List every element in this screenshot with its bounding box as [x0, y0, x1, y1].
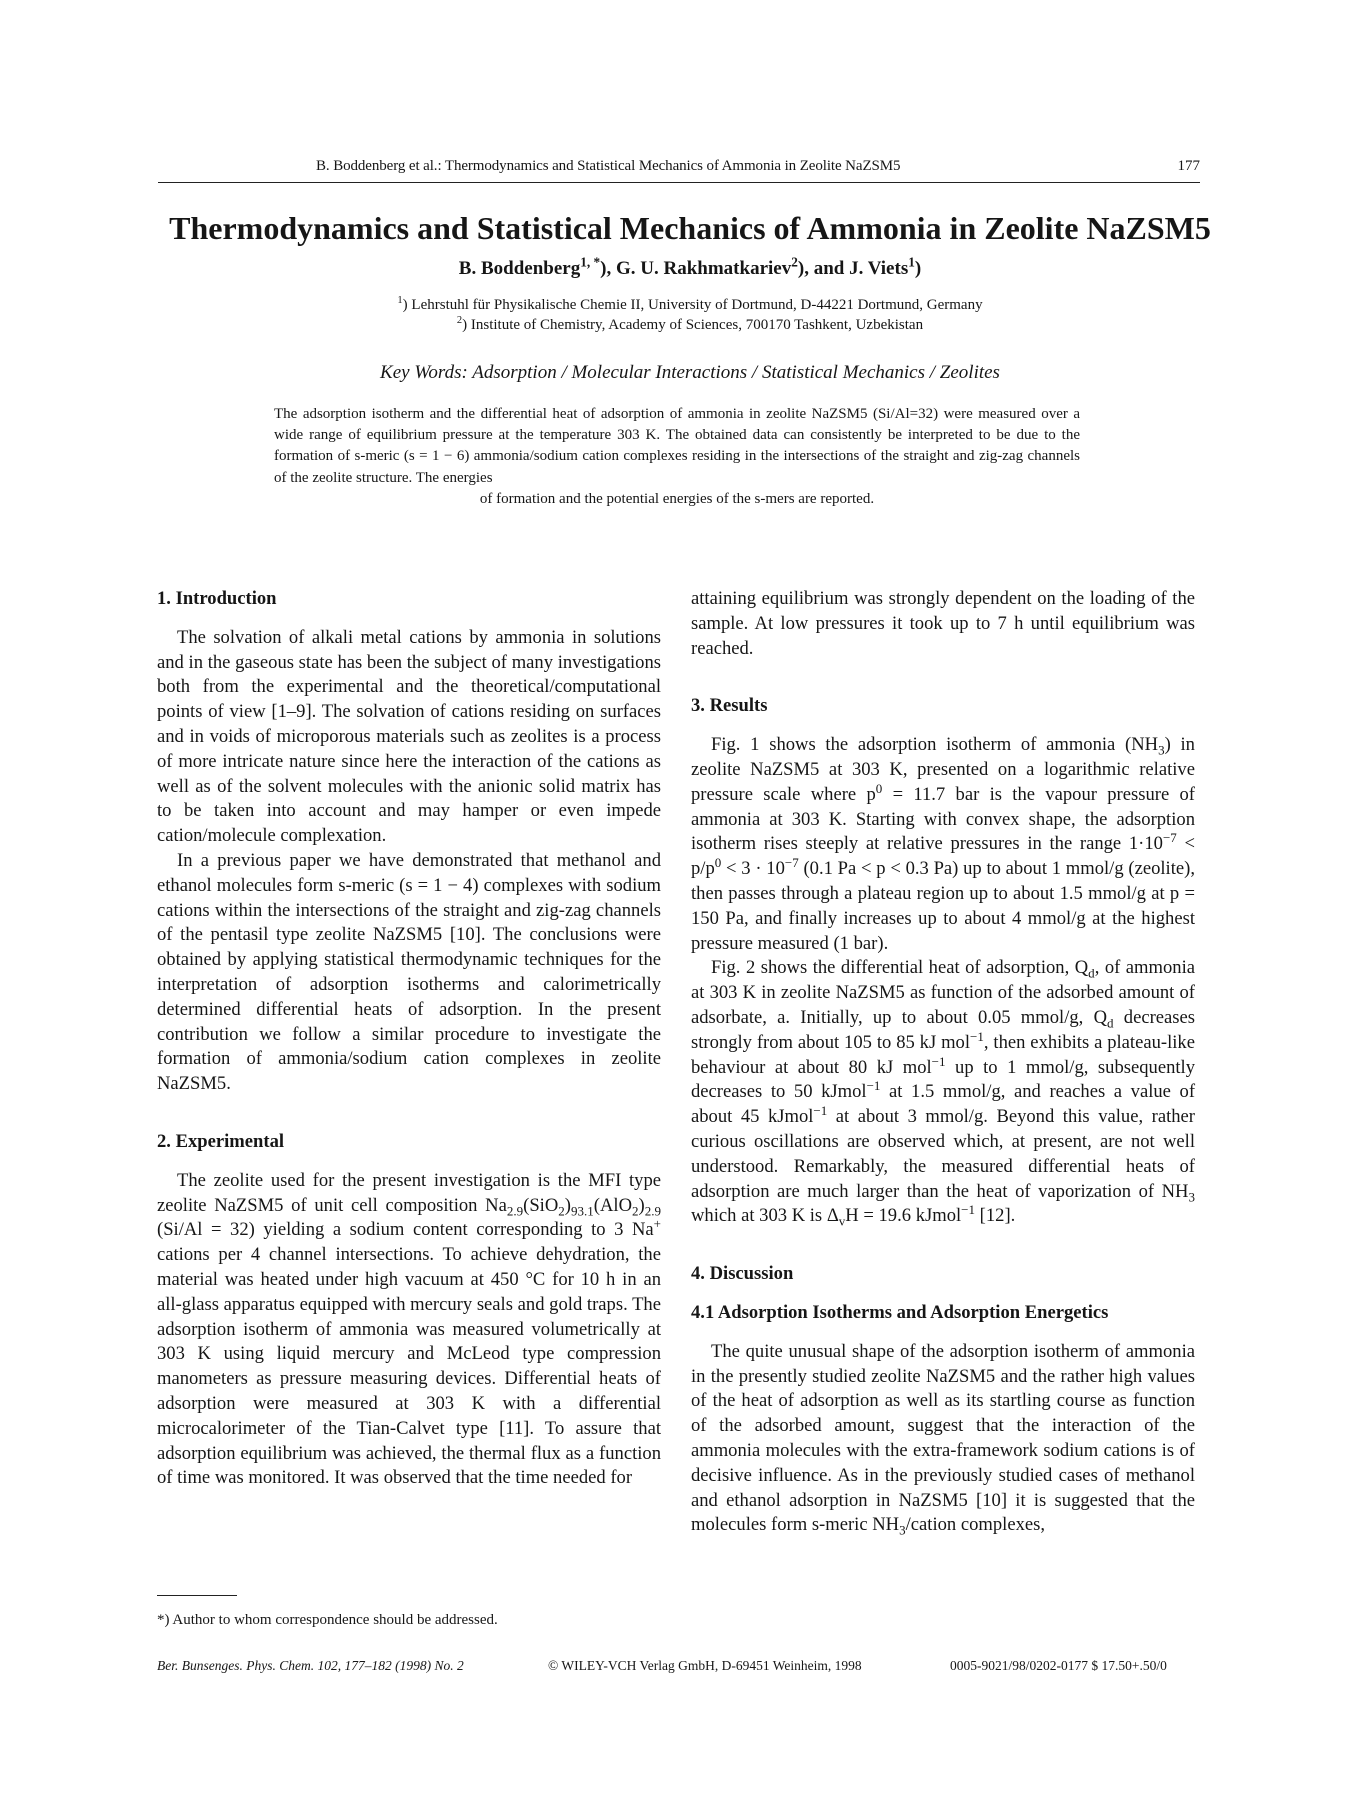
- paper-title: Thermodynamics and Statistical Mechanics of Ammonia in Zeolite NaZSM5: [169, 210, 1211, 246]
- author-sep-1: ,: [606, 258, 616, 279]
- right-column: [691, 587, 1195, 1538]
- keywords: Key Words: Adsorption / Molecular Interactions / Statistical Mechanics / Zeolites: [380, 362, 1000, 383]
- footnote: *) Author to whom correspondence should be addressed.: [157, 1612, 498, 1628]
- intro-paragraph-2: In a previous paper we have demonstrated that methanol and ethanol molecules form s-meric (s = 1 − 4) complexes with sodium cations within the intersections of the straight and zig-zag channels of the pentasil type zeolite NaZSM5 [10]. The conclusions were obtained by applying statistical thermodynamic techniques for the interpretation of adsorption isotherms and calorimetrically determined differential heats of adsorption. In the present contribution we follow a similar procedure to investigate the formation of ammonia/sodium cation complexes in zeolite NaZSM5.: [157, 849, 661, 1095]
- author-1: B. Boddenberg: [458, 258, 581, 279]
- running-title: B. Boddenberg et al.: Thermodynamics and Statistical Mechanics of Ammonia in Zeolite NaZSM5: [316, 158, 901, 174]
- author-1-affil: 1, *: [580, 254, 601, 270]
- footer-code: 0005-9021/98/0202-0177 $ 17.50+.50/0: [950, 1658, 1167, 1673]
- abstract: [274, 404, 1080, 510]
- author-sep-2: , and: [804, 258, 850, 279]
- author-2: G. U. Rakhmatkariev: [616, 258, 792, 279]
- footer-publisher: © WILEY-VCH Verlag GmbH, D-69451 Weinheim, 1998: [548, 1658, 862, 1673]
- affiliation-2-text: Institute of Chemistry, Academy of Sciences, 700170 Tashkent, Uzbekistan: [470, 317, 924, 333]
- section-heading-experimental: 2. Experimental: [157, 1130, 285, 1152]
- section-heading-results: 3. Results: [691, 695, 768, 717]
- affiliation-1-text: Lehrstuhl für Physikalische Chemie II, University of Dortmund, D-44221 Dortmund, Germany: [411, 297, 983, 313]
- author-2-affil: 2: [791, 254, 798, 270]
- running-header: [0, 158, 1350, 182]
- abstract-last-line: of formation and the potential energies of the s-mers are reported.: [479, 490, 875, 507]
- results-paragraph-1: Fig. 1 shows the adsorption isotherm of ammonia $(NH_3)$ in zeolite NaZSM5 at 303 K, presented on a logarithmic relative pressure scale where $p^0 = 11.7$ bar is the vapour pressure of ammonia at 303 K. Starting with convex shape, the adsorption isotherm rises steeply at relative pressures in the range $1\cdot 10^{-7} < p/p^0 < 3 \cdot 10^{-7}$ (0.1 Pa < p < 0.3 Pa) up to about 1 mmol/g (zeolite), then passes through a plateau region up to about 1.5 mmol/g at p = 150 Pa, and finally increases up to about 4 mmol/g at the highest pressure measured (1 bar).: [691, 734, 1196, 954]
- author-list: B. Boddenberg$^{1, *}$), G. U. Rakhmatkariev$^2$), and J. Viets$^1$): [458, 254, 922, 279]
- author-3: J. Viets: [849, 258, 909, 279]
- footer-journal: Ber. Bunsenges. Phys. Chem. 102, 177–182 (1998) No. 2: [157, 1658, 464, 1673]
- section-heading-introduction: 1. Introduction: [157, 588, 277, 609]
- header-rule: [158, 182, 1200, 183]
- discussion-paragraph-1: The quite unusual shape of the adsorption isotherm of ammonia in the presently studied zeolite NaZSM5 and the rather high values of the heat of adsorption as well as its startling course as function of the adsorbed amount, suggest that the interaction of the ammonia molecules with the extra-framework sodium cations is of decisive influence. As in the previously studied cases of methanol and ethanol adsorption in NaZSM5 [10] it is suggested that the molecules form s-meric $NH_3$/cation complexes,: [691, 1340, 1195, 1539]
- footnote-rule: [157, 1595, 237, 1596]
- page-number: 177: [1177, 158, 1200, 174]
- intro-paragraph-1: The solvation of alkali metal cations by ammonia in solutions and in the gaseous state has been the subject of many investigations both from the experimental and the theoretical/computational points of view [1–9]. The solvation of cations residing on surfaces and in voids of microporous materials such as zeolites is a process of more intricate nature since here the interaction of the cations as well as of the solvent molecules with the anionic solid matrix has to be taken into account and may hamper or even impede cation/molecule complexation.: [157, 626, 661, 847]
- abstract-main: The adsorption isotherm and the differential heat of adsorption of ammonia in zeolite NaZSM5 (Si/Al=32) were measured over a wide range of equilibrium pressure at the temperature 303 K. The obtained data can consistently be interpreted to be due to the formation of s-meric (s = 1 − 6) ammonia/sodium cation complexes residing in the intersections of the straight and zig-zag channels of the zeolite structure. The energies: [274, 406, 1080, 486]
- affiliation-2: $^2$) Institute of Chemistry, Academy of Sciences, 700170 Tashkent, Uzbekistan: [456, 315, 924, 333]
- section-heading-discussion: 4. Discussion: [691, 1263, 794, 1285]
- affiliation-2-marker: 2: [456, 315, 463, 326]
- experimental-continued: attaining equilibrium was strongly dependent on the loading of the sample. At low pressures it took up to 7 h until equilibrium was reached.: [691, 588, 1195, 659]
- affiliation-1: $^1$) Lehrstuhl für Physikalische Chemie II, University of Dortmund, D-44221 Dortmund, Germany: [397, 295, 983, 313]
- experimental-paragraph-1: The zeolite used for the present investigation is the MFI type zeolite NaZSM5 of unit cell composition $Na_{2.9}(SiO_2)_{93.1}(AlO_2)_{2.9}$ (Si/Al = 32) yielding a sodium content corresponding to 3 Na+ cations per 4 channel intersections. To achieve dehydration, the material was heated under high vacuum at 450 °C for 10 h in an all-glass apparatus equipped with mercury seals and gold traps. The adsorption isotherm of ammonia was measured volumetrically at 303 K using liquid mercury and McLeod type compression manometers as pressure measuring devices. Differential heats of adsorption were measured at 303 K with a differential microcalorimeter of the Tian-Calvet type [11]. To assure that adsorption equilibrium was achieved, the thermal flux as a function of time was monitored. It was observed that the time needed for: [157, 1169, 661, 1489]
- subsection-heading-4-1: 4.1 Adsorption Isotherms and Adsorption Energetics: [691, 1301, 1109, 1323]
- author-3-affil: 1: [908, 254, 915, 270]
- left-column: [157, 587, 661, 1491]
- results-paragraph-2: Fig. 2 shows the differential heat of adsorption, $Q_d$, of ammonia at 303 K in zeolite NaZSM5 as function of the adsorbed amount of adsorbate, a. Initially, up to about 0.05 mmol/g, $Q_d$ decreases strongly from about 105 to 85 kJ mol$^{-1}$, then exhibits a plateau-like behaviour at about 80 kJ mol$^{-1}$ up to 1 mmol/g, subsequently decreases to 50 kJmol$^{-1}$ at 1.5 mmol/g, and reaches a value of about 45 kJmol$^{-1}$ at about 3 mmol/g. Beyond this value, rather curious oscillations are observed which, at present, are not well understood. Remarkably, the measured differential heats of adsorption are much larger than the heat of vaporization of $NH_3$ which at 303 K is $\Delta_vH = 19.6$ kJmol$^{-1}$ [12].: [691, 957, 1196, 1230]
- affiliation-1-marker: 1: [397, 295, 403, 306]
